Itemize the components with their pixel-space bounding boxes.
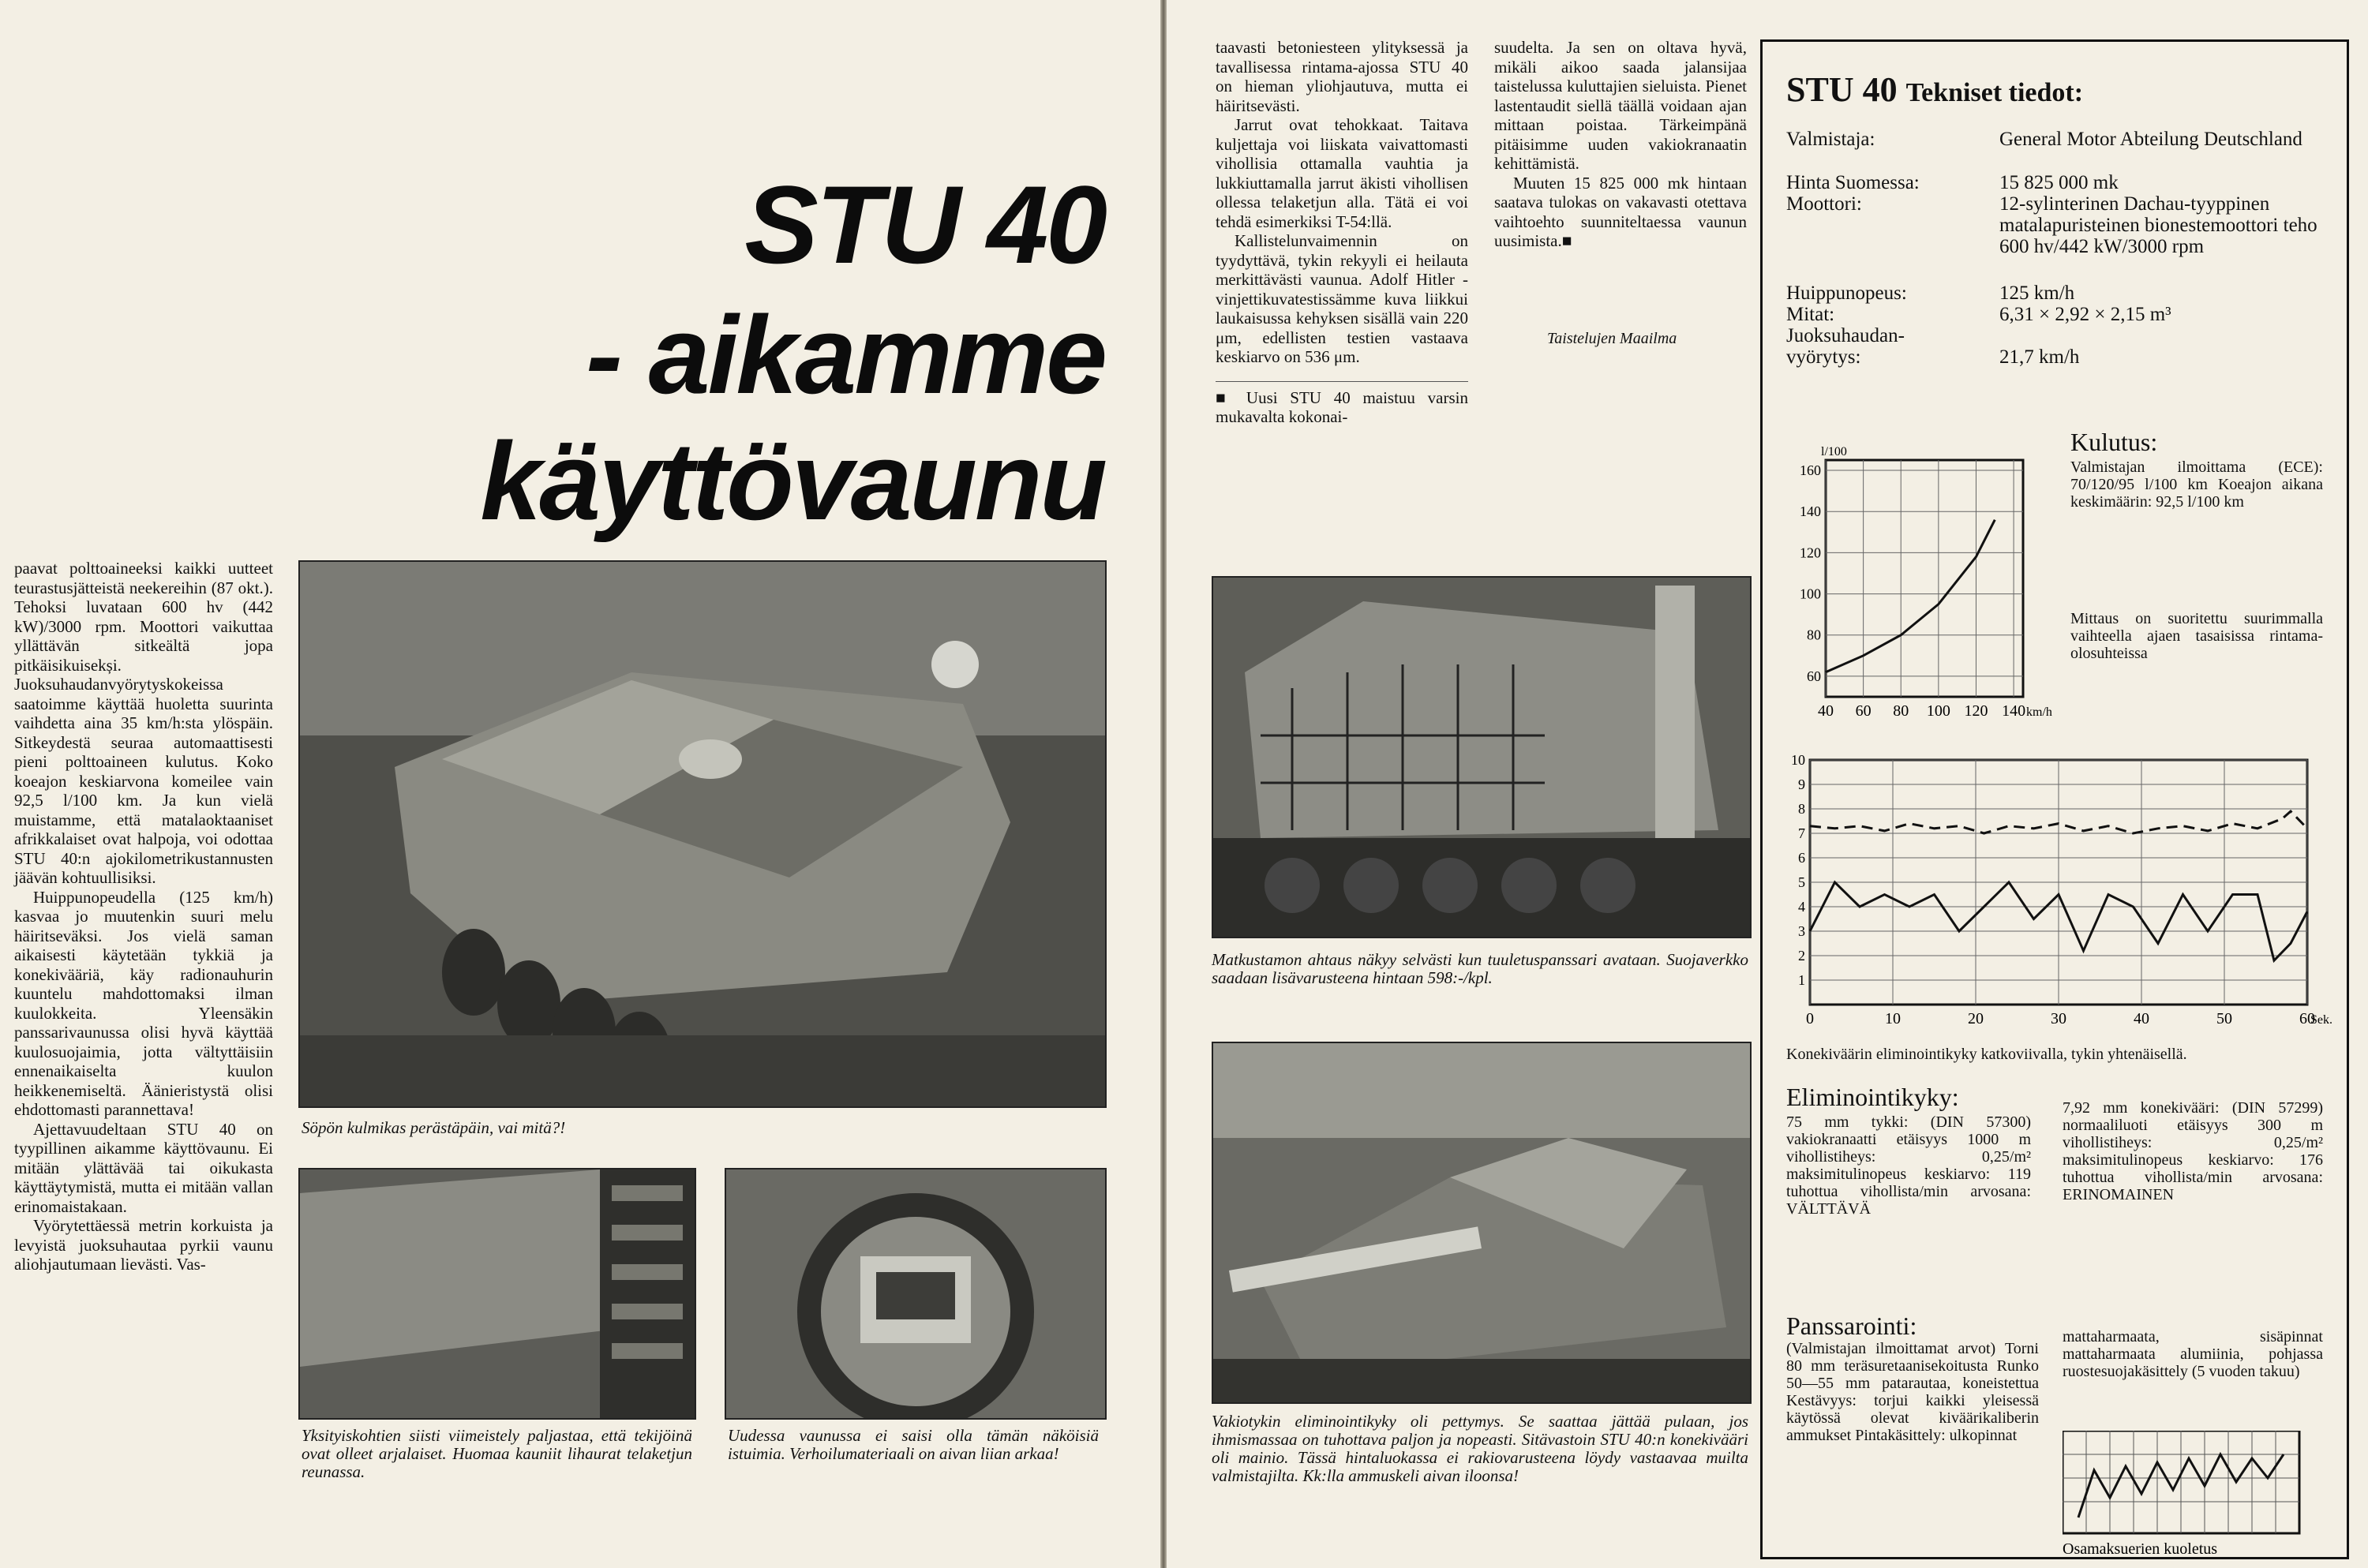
elimination-chart xyxy=(1770,736,2339,1044)
y-axis-label: l/100 xyxy=(1821,445,1847,458)
y-tick-label: 60 xyxy=(1807,668,1821,684)
track-detail-illustration xyxy=(300,1169,695,1418)
paragraph: Huippunopeudella (125 km/h) kasvaa jo muutenkin suuri melu häiritseväksi. Jos vielä saman aikaisesti käytetään tykkiä ja konekivääriä, käy radionauhurin kuuntelu mahdottomaksi ilman kuulokkeita. Yleensäkin panssarivaunussa olisi hyvä käyttää kuulosuojaimia, jotta vältyttäisiin ennenaikaiselta kuulon heikkenemiseltä. Äänieristystä olisi ehdottomasti parannettava! xyxy=(14,887,273,1119)
x-tick-label: 40 xyxy=(1818,702,1834,720)
y-tick-label: 160 xyxy=(1800,462,1821,479)
specs-title-main: STU 40 xyxy=(1786,70,1898,109)
spec-label: Mitat: xyxy=(1786,304,1835,325)
armor-title: Panssarointi: xyxy=(1786,1312,1917,1340)
consumption-chart xyxy=(1786,428,2055,728)
interior-photo xyxy=(1212,576,1752,938)
elimination-title: Eliminointikyky: xyxy=(1786,1083,1959,1111)
main-tank-photo xyxy=(298,560,1107,1108)
armor-text-continued: mattaharmaata, sisäpinnat mattaharmaata alumiinia, pohjassa ruostesuojakäsittely (5 vuoden takuu) xyxy=(2063,1328,2323,1380)
series-line xyxy=(1826,520,1995,672)
x-axis-label: km/h xyxy=(2026,705,2052,719)
kulutus-title: Kulutus: xyxy=(2070,428,2158,456)
y-tick-label: 7 xyxy=(1798,825,1805,841)
left-text-column xyxy=(14,559,273,1274)
spec-value: 15 825 000 mk xyxy=(1999,172,2119,193)
y-tick-label: 9 xyxy=(1798,777,1805,792)
y-tick-label: 10 xyxy=(1791,752,1805,768)
y-tick-label: 80 xyxy=(1807,627,1821,643)
paragraph: paavat polttoaineeksi kaikki uutteet teurastusjätteistä neekereihin (87 okt.). Tehoksi luvataan 600 hv (442 kW)/3000 rpm. Moottori vaikuttaa yllättävän sitkeältä jopa pitkäisikuisekși. Juoksuhaudanvyörytyskokeissa saatoimme käyttää huoletta suurinta vaihdetta aina 35 km/h:sta ylöspäin. Sitkeydestä seuraa automaattisesti pieni polttoaineen kulutus. Koko koeajon keskiarvona komeilee vain 92,5 l/100 km. Ja kun vielä muistamme, että matalaoktaaniset afrikkalaiset ovat halpoja, voi odottaa STU 40:n ajokilometrikustannusten jäävän kohtuullisiksi. xyxy=(14,559,273,887)
depreciation-caption: Osamaksuerien kuoletus xyxy=(2063,1540,2218,1557)
paragraph: Jarrut ovat tehokkaat. Taitava kuljettaja voi liiskata vaivattomasti vihollisia ottamalla vauhtia ja lukkiuttamalla jarrut äkisti vihollisen ollessa telaketjun alla. Tätä ei voi tehdä esimerkiksi T-54:llä. xyxy=(1216,115,1468,231)
headline-line-3: käyttövaunu xyxy=(480,419,1105,543)
spec-label: Hinta Suomessa: xyxy=(1786,172,1920,193)
y-tick-label: 1 xyxy=(1798,972,1805,988)
elimination-chart-caption: Konekiväärin eliminointikyky katkoviivalla, tykin yhtenäisellä. xyxy=(1786,1046,2187,1063)
specs-title xyxy=(1786,69,2083,110)
kulutus-note: Mittaus on suoritettu suurimmalla vaihteella ajaen tasaisissa rintama-olosuhteissa xyxy=(2070,610,2323,662)
spec-value: 21,7 km/h xyxy=(1999,346,2080,368)
y-tick-label: 8 xyxy=(1798,801,1805,817)
x-tick-label: 10 xyxy=(1885,1010,1901,1027)
gun-elimination-text: 75 mm tykki: (DIN 57300) vakiokranaatti etäisyys 1000 m vihollistiheys: 0,25/m² maksimitulinopeus keskiarvo: 119 tuhottua vihollista/min arvosana: VÄLTTÄVÄ xyxy=(1786,1113,2031,1218)
mid-text-column-2 xyxy=(1494,38,1747,251)
gun-photo-caption: Vakiotykin eliminointikyky oli pettymys. Se saattaa jättää pulaan, jos ihmismassaa on tuhottava paljon ja nopeasti. Sitävastoin STU 40:n konekivääri oli mainio. Tässä hintaluokassa ei rakiovarusteena löydy vastaavaa muilta valmistajilta. Kk:lla ammuskeli aivan iloonsa! xyxy=(1212,1412,1748,1485)
x-axis-label: Sek. xyxy=(2310,1013,2332,1027)
armor-text: (Valmistajan ilmoittamat arvot) Torni 80 mm teräsuretaanisekoitusta Runko 50—55 mm patarautaa, koneistettua Kestävyys: torjui kaikki yleisessä käytössä olevat kiväärikaliberin ammukset Pintakäsittely: ulkopinnat xyxy=(1786,1340,2039,1444)
paragraph: taavasti betoniesteen ylityksessä ja tavallisessa rintama-ajossa STU 40 on hieman yliohjautuva, mutta ei häiritsevästi. xyxy=(1216,38,1468,115)
spec-label: Moottori: xyxy=(1786,193,1862,215)
spec-value: 6,31 × 2,92 × 2,15 m³ xyxy=(1999,304,2171,325)
mg-elimination-text: 7,92 mm konekivääri: (DIN 57299) normaaliluoti etäisyys 300 m vihollistiheys: 0,25/m² maksimitulinopeus keskiarvo: 176 tuhottua vihollista/min arvosana: ERINOMAINEN xyxy=(2063,1099,2323,1203)
depreciation-grid xyxy=(2063,1431,2299,1533)
lead-in-paragraph: ■ Uusi STU 40 maistuu varsin mukavalta kokonai- xyxy=(1216,381,1468,427)
x-tick-label: 30 xyxy=(2051,1010,2066,1027)
y-tick-label: 2 xyxy=(1798,948,1805,964)
headline-line-1: STU 40 xyxy=(744,163,1105,286)
source-signature: Taistelujen Maailma xyxy=(1547,330,1677,347)
interior-photo-caption: Matkustamon ahtaus näkyy selvästi kun tuuletuspanssari avataan. Suojaverkko saadaan lisävarusteena hintaan 598:-/kpl. xyxy=(1212,950,1748,987)
x-tick-label: 40 xyxy=(2134,1010,2149,1027)
paragraph: Kallistelunvaimennin on tyydyttävä, tykin rekyyli ei heilauta merkittävästi vaunua. Adolf Hitler -vinjettikuvatestissämme kuva liikkui laukaisussa kehyksen sisällä vain 220 μm, edellisten testien vastaava keskiarvo on 536 μm. xyxy=(1216,231,1468,366)
y-tick-label: 100 xyxy=(1800,586,1821,602)
paragraph: suudelta. Ja sen on oltava hyvä, mikäli aikoo saada jalansijaa taistelussa kuluttajien sieluista. Pienet lastentaudit siellä täällä voidaan ajan mittaan poistaa. Tärkeimpänä pitäisimme uuden vakiokranaatin kehittämistä. xyxy=(1494,38,1747,173)
spec-label: Juoksuhaudan-vyörytys: xyxy=(1786,325,1905,368)
paragraph: Ajettavuudeltaan STU 40 on tyypillinen aikamme käyttövaunu. Ei mitään ylättävää tai oikukasta käyttäytymistä, mutta ei mitään vallan erinomaistakaan. xyxy=(14,1119,273,1216)
x-tick-label: 60 xyxy=(1855,702,1872,720)
tank-illustration xyxy=(300,562,1105,1106)
spec-value: General Motor Abteilung Deutschland xyxy=(1999,129,2302,150)
y-tick-label: 140 xyxy=(1800,503,1821,520)
paragraph: Vyörytettäessä metrin korkuista ja levyistä juoksuhautaa pyrkii vaunu aliohjautumaan lievästi. Vas- xyxy=(14,1216,273,1274)
hatch-photo-caption: Uudessa vaunussa ei saisi olla tämän näköisiä istuimia. Verhoilumateriaali on aivan liian arkaa! xyxy=(728,1426,1099,1463)
interior-illustration xyxy=(1213,578,1750,937)
x-tick-label: 60 xyxy=(2299,1010,2315,1027)
kulutus-text: Valmistajan ilmoittama (ECE): 70/120/95 l/100 km Koeajon aikana keskimäärin: 92,5 l/100 km xyxy=(2070,458,2323,511)
spec-label: Huippunopeus: xyxy=(1786,283,1907,304)
main-photo-caption: Söpön kulmikas perästäpäin, vai mitä?! xyxy=(302,1118,566,1137)
depreciation-chart xyxy=(2063,1431,2315,1557)
x-tick-label: 20 xyxy=(1968,1010,1984,1027)
headline-line-2: - aikamme xyxy=(586,293,1105,417)
x-tick-label: 140 xyxy=(2002,702,2026,720)
gun-photo xyxy=(1212,1042,1752,1404)
x-tick-label: 50 xyxy=(2216,1010,2232,1027)
paragraph: Muuten 15 825 000 mk hintaan saatava tulokas on vakavasti otettava vaihtoehto suunniteltaessa vaunun uusimista.■ xyxy=(1494,173,1747,250)
chart-frame xyxy=(1826,460,2023,697)
detail-photo xyxy=(298,1168,696,1420)
y-tick-label: 6 xyxy=(1798,850,1805,866)
hatch-illustration xyxy=(726,1169,1105,1418)
y-tick-label: 120 xyxy=(1800,544,1821,561)
x-tick-label: 120 xyxy=(1964,702,1988,720)
x-tick-label: 80 xyxy=(1893,702,1909,720)
x-tick-label: 0 xyxy=(1806,1010,1814,1027)
y-tick-label: 5 xyxy=(1798,874,1805,890)
y-tick-label: 3 xyxy=(1798,923,1805,939)
hatch-photo xyxy=(725,1168,1107,1420)
x-tick-label: 100 xyxy=(1926,702,1950,720)
mid-text-column-1 xyxy=(1216,38,1468,427)
specs-title-sub: Tekniset tiedot: xyxy=(1905,78,2084,107)
y-tick-label: 4 xyxy=(1798,899,1805,915)
spec-value: 125 km/h xyxy=(1999,283,2075,304)
detail-photo-caption: Yksityiskohtien siisti viimeistely paljastaa, että tekijöinä ovat olleet arjalaiset. Huomaa kauniit lihaurat telaketjun reunassa. xyxy=(302,1426,692,1481)
gun-illustration xyxy=(1213,1043,1750,1402)
spec-value: 12-sylinterinen Dachau-tyyppinen matalapuristeinen bionestemoottori teho 600 hv/442 kW/3000 rpm xyxy=(1999,193,2317,257)
technical-specs-box xyxy=(1760,39,2349,1559)
page-gutter xyxy=(1160,0,1167,1568)
spec-label: Valmistaja: xyxy=(1786,129,1875,150)
